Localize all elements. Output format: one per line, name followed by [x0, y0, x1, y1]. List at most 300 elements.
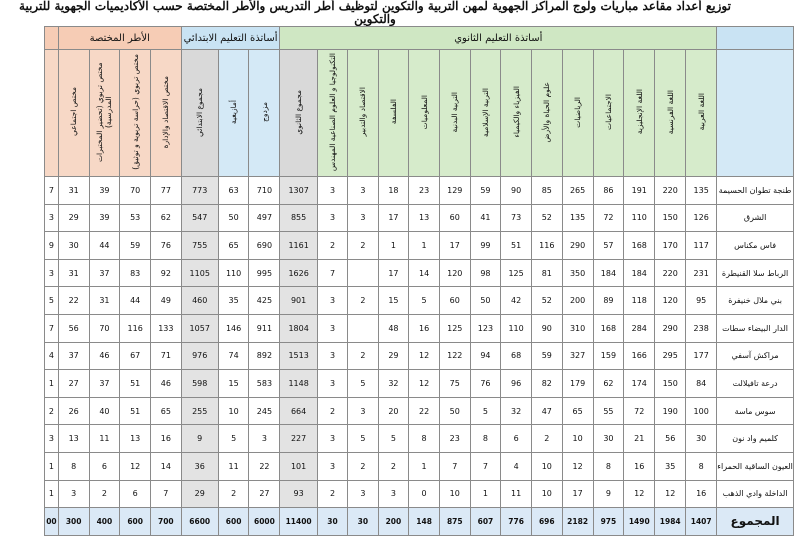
value-cell: 8 — [409, 425, 440, 453]
column-header — [58, 50, 89, 177]
value-cell: 13 — [409, 204, 440, 232]
value-cell: 892 — [249, 342, 280, 370]
value-cell: 400 — [89, 508, 120, 536]
value-cell: 73 — [501, 204, 532, 232]
value-cell: 460 — [181, 287, 218, 315]
value-cell: 81 — [531, 259, 562, 287]
value-cell: 126 — [686, 204, 717, 232]
value-cell: 116 — [531, 232, 562, 260]
value-cell: 65 — [218, 232, 249, 260]
value-cell: 46 — [151, 370, 182, 398]
value-cell: 690 — [249, 232, 280, 260]
value-cell: 50 — [439, 397, 470, 425]
value-cell: 1057 — [181, 314, 218, 342]
value-cell: 120 — [439, 259, 470, 287]
partial-cell: 1 — [45, 370, 59, 398]
value-cell: 47 — [531, 397, 562, 425]
value-cell: 22 — [58, 287, 89, 315]
value-cell: 776 — [501, 508, 532, 536]
value-cell: 20 — [378, 397, 409, 425]
value-cell: 55 — [593, 397, 624, 425]
value-cell: 3 — [58, 480, 89, 508]
partial-cell: 9 — [45, 232, 59, 260]
region-name-cell: طنجة تطوان الحسيمة — [717, 177, 794, 205]
value-cell: 41 — [470, 204, 501, 232]
column-header-label: التربية الإسلامية — [480, 87, 490, 137]
group-header-secondary: أساتذة التعليم الثانوي — [280, 27, 717, 50]
value-cell: 86 — [593, 177, 624, 205]
value-cell: 184 — [624, 259, 655, 287]
value-cell: 875 — [439, 508, 470, 536]
value-cell: 17 — [378, 259, 409, 287]
group-header-specialized: الأطر المختصة — [58, 27, 181, 50]
value-cell: 76 — [470, 370, 501, 398]
value-cell: 90 — [531, 314, 562, 342]
value-cell: 975 — [593, 508, 624, 536]
value-cell: 16 — [409, 314, 440, 342]
value-cell: 65 — [562, 397, 593, 425]
value-cell: 70 — [120, 177, 151, 205]
value-cell: 2 — [378, 452, 409, 480]
value-cell: 110 — [624, 204, 655, 232]
value-cell: 44 — [89, 232, 120, 260]
column-header — [409, 50, 440, 177]
table-row — [45, 397, 794, 425]
column-header-label: الفيزياء والكيمياء — [511, 86, 521, 138]
value-cell: 12 — [120, 452, 151, 480]
value-cell: 59 — [531, 342, 562, 370]
value-cell: 98 — [470, 259, 501, 287]
column-header — [624, 50, 655, 177]
value-cell: 1490 — [624, 508, 655, 536]
value-cell: 37 — [89, 370, 120, 398]
column-header — [655, 50, 686, 177]
value-cell: 664 — [280, 397, 317, 425]
value-cell: 9 — [181, 425, 218, 453]
column-header — [501, 50, 532, 177]
value-cell: 547 — [181, 204, 218, 232]
value-cell: 146 — [218, 314, 249, 342]
partial-cell: 3 — [45, 204, 59, 232]
value-cell: 2 — [348, 287, 378, 315]
value-cell: 85 — [531, 177, 562, 205]
value-cell: 5 — [348, 425, 378, 453]
value-cell: 3 — [317, 425, 347, 453]
value-cell: 1148 — [280, 370, 317, 398]
table-row — [45, 232, 794, 260]
value-cell: 220 — [655, 177, 686, 205]
value-cell: 255 — [181, 397, 218, 425]
value-cell: 10 — [218, 397, 249, 425]
column-header — [593, 50, 624, 177]
value-cell: 4 — [501, 452, 532, 480]
value-cell: 12 — [409, 370, 440, 398]
value-cell: 5 — [378, 425, 409, 453]
value-cell: 1 — [409, 232, 440, 260]
value-cell: 70 — [89, 314, 120, 342]
column-header-label: مختص تربوي (حراسة تربوية و توثيق) — [130, 54, 140, 170]
value-cell: 72 — [593, 204, 624, 232]
value-cell: 50 — [218, 204, 249, 232]
value-cell: 89 — [593, 287, 624, 315]
value-cell: 1307 — [280, 177, 317, 205]
value-cell: 135 — [686, 177, 717, 205]
value-cell: 8 — [593, 452, 624, 480]
value-cell: 1513 — [280, 342, 317, 370]
value-cell: 168 — [624, 232, 655, 260]
value-cell: 40 — [89, 397, 120, 425]
value-cell: 15 — [218, 370, 249, 398]
value-cell: 51 — [120, 397, 151, 425]
value-cell: 3 — [317, 370, 347, 398]
value-cell: 7 — [151, 480, 182, 508]
value-cell: 6 — [120, 480, 151, 508]
value-cell: 123 — [470, 314, 501, 342]
column-header-label: علوم الحياة والأرض — [542, 81, 552, 143]
value-cell: 8 — [58, 452, 89, 480]
value-cell: 290 — [655, 314, 686, 342]
value-cell: 27 — [249, 480, 280, 508]
region-name-cell: درعة تافيلالت — [717, 370, 794, 398]
value-cell: 600 — [218, 508, 249, 536]
value-cell: 17 — [439, 232, 470, 260]
value-cell: 31 — [58, 177, 89, 205]
value-cell: 50 — [470, 287, 501, 315]
value-cell: 93 — [280, 480, 317, 508]
value-cell: 48 — [378, 314, 409, 342]
value-cell: 84 — [686, 370, 717, 398]
value-cell: 1 — [378, 232, 409, 260]
value-cell: 2 — [348, 232, 378, 260]
table-row — [45, 370, 794, 398]
value-cell: 159 — [593, 342, 624, 370]
column-header-label: التكنولوجيا و العلوم الصناعية المهندس — [328, 52, 337, 172]
column-header-label: الاجتماعيات — [603, 94, 613, 130]
value-cell: 227 — [280, 425, 317, 453]
value-cell: 23 — [409, 177, 440, 205]
value-cell: 96 — [501, 370, 532, 398]
value-cell: 52 — [531, 287, 562, 315]
region-name-cell: بني ملال خنيفرة — [717, 287, 794, 315]
value-cell: 150 — [655, 204, 686, 232]
value-cell: 68 — [501, 342, 532, 370]
value-cell: 125 — [439, 314, 470, 342]
value-cell: 710 — [249, 177, 280, 205]
value-cell: 1 — [470, 480, 501, 508]
table-row — [45, 177, 794, 205]
value-cell: 179 — [562, 370, 593, 398]
value-cell: 901 — [280, 287, 317, 315]
table-row — [45, 314, 794, 342]
value-cell: 92 — [151, 259, 182, 287]
region-header — [717, 27, 794, 50]
partial-cell: 3 — [45, 259, 59, 287]
partial-cell: 7 — [45, 314, 59, 342]
value-cell: 2 — [317, 397, 347, 425]
value-cell: 16 — [151, 425, 182, 453]
value-cell: 39 — [89, 204, 120, 232]
partial-cell: 1 — [45, 480, 59, 508]
value-cell: 3 — [348, 177, 378, 205]
value-cell: 22 — [409, 397, 440, 425]
value-cell: 5 — [218, 425, 249, 453]
value-cell: 2 — [218, 480, 249, 508]
value-cell: 3 — [348, 397, 378, 425]
value-cell: 90 — [501, 177, 532, 205]
value-cell: 166 — [624, 342, 655, 370]
column-header-label: مختص تربوي (تحضير المختبرات المدرسية) — [95, 62, 114, 162]
value-cell: 42 — [501, 287, 532, 315]
table-row — [45, 480, 794, 508]
value-cell: 37 — [58, 342, 89, 370]
value-cell: 22 — [249, 452, 280, 480]
value-cell: 12 — [562, 452, 593, 480]
value-cell: 7 — [470, 452, 501, 480]
value-cell: 3 — [348, 204, 378, 232]
value-cell: 67 — [120, 342, 151, 370]
value-cell: 1 — [409, 452, 440, 480]
value-cell: 425 — [249, 287, 280, 315]
value-cell: 63 — [218, 177, 249, 205]
value-cell: 12 — [624, 480, 655, 508]
region-name-cell: العيون الساقية الحمراء — [717, 452, 794, 480]
column-header-region — [717, 50, 794, 177]
value-cell: 44 — [120, 287, 151, 315]
value-cell: 3 — [348, 480, 378, 508]
value-cell: 10 — [439, 480, 470, 508]
table-row — [45, 452, 794, 480]
table-row — [45, 204, 794, 232]
value-cell: 94 — [470, 342, 501, 370]
value-cell: 200 — [562, 287, 593, 315]
column-header — [686, 50, 717, 177]
value-cell: 7 — [439, 452, 470, 480]
value-cell: 13 — [120, 425, 151, 453]
value-cell: 56 — [655, 425, 686, 453]
value-cell: 1105 — [181, 259, 218, 287]
column-header-label: الفلسفة — [388, 99, 398, 125]
value-cell: 170 — [655, 232, 686, 260]
column-header-label: مجموع الابتدائي — [195, 87, 205, 137]
value-cell: 2 — [317, 232, 347, 260]
value-cell: 29 — [58, 204, 89, 232]
value-cell: 60 — [439, 204, 470, 232]
column-header — [470, 50, 501, 177]
value-cell: 75 — [439, 370, 470, 398]
value-cell: 6600 — [181, 508, 218, 536]
value-cell: 191 — [624, 177, 655, 205]
value-cell: 1407 — [686, 508, 717, 536]
value-cell: 120 — [655, 287, 686, 315]
partial-cell: 3 — [45, 425, 59, 453]
value-cell: 10 — [531, 480, 562, 508]
value-cell: 11 — [218, 452, 249, 480]
value-cell: 976 — [181, 342, 218, 370]
value-cell: 99 — [470, 232, 501, 260]
value-cell: 23 — [439, 425, 470, 453]
value-cell: 52 — [531, 204, 562, 232]
column-header — [280, 50, 317, 177]
value-cell: 125 — [501, 259, 532, 287]
region-name-cell: كلميم واد نون — [717, 425, 794, 453]
value-cell: 35 — [218, 287, 249, 315]
value-cell: 855 — [280, 204, 317, 232]
value-cell: 1161 — [280, 232, 317, 260]
value-cell: 190 — [655, 397, 686, 425]
value-cell: 5 — [348, 370, 378, 398]
column-header-label: الاقتصاد والتدبير — [358, 87, 368, 137]
value-cell: 18 — [378, 177, 409, 205]
value-cell: 238 — [686, 314, 717, 342]
partial-cell: 00 — [45, 508, 59, 536]
value-cell: 36 — [181, 452, 218, 480]
partial-cell: 7 — [45, 177, 59, 205]
region-name-cell: المجموع — [717, 508, 794, 536]
value-cell: 71 — [151, 342, 182, 370]
value-cell: 295 — [655, 342, 686, 370]
value-cell: 117 — [686, 232, 717, 260]
partial-cell: 1 — [45, 452, 59, 480]
value-cell: 110 — [218, 259, 249, 287]
value-cell: 11400 — [280, 508, 317, 536]
value-cell: 100 — [686, 397, 717, 425]
value-cell: 284 — [624, 314, 655, 342]
column-header-label: اللغة الإنجليزية — [634, 89, 644, 135]
column-header-label: مختص اجتماعي — [69, 87, 79, 137]
region-name-cell: سوس ماسة — [717, 397, 794, 425]
value-cell: 177 — [686, 342, 717, 370]
value-cell: 607 — [470, 508, 501, 536]
partial-cell: 5 — [45, 287, 59, 315]
value-cell: 51 — [501, 232, 532, 260]
value-cell: 6000 — [249, 508, 280, 536]
value-cell: 3 — [317, 314, 347, 342]
column-header — [151, 50, 182, 177]
value-cell: 290 — [562, 232, 593, 260]
value-cell: 8 — [470, 425, 501, 453]
value-cell: 37 — [89, 259, 120, 287]
value-cell: 82 — [531, 370, 562, 398]
value-cell: 773 — [181, 177, 218, 205]
group-header-primary: أساتذة التعليم الابتدائي — [181, 27, 280, 50]
value-cell: 168 — [593, 314, 624, 342]
value-cell: 135 — [562, 204, 593, 232]
value-cell: 2182 — [562, 508, 593, 536]
value-cell: 53 — [120, 204, 151, 232]
value-cell: 1626 — [280, 259, 317, 287]
region-name-cell: مراكش آسفي — [717, 342, 794, 370]
column-header-label: مختص الاقتصاد والإدارة — [161, 75, 171, 149]
value-cell: 184 — [593, 259, 624, 287]
value-cell: 700 — [151, 508, 182, 536]
value-cell: 995 — [249, 259, 280, 287]
value-cell: 150 — [655, 370, 686, 398]
value-cell: 77 — [151, 177, 182, 205]
value-cell: 2 — [348, 342, 378, 370]
value-cell: 2 — [89, 480, 120, 508]
value-cell: 29 — [378, 342, 409, 370]
value-cell: 32 — [378, 370, 409, 398]
value-cell: 5 — [409, 287, 440, 315]
value-cell: 30 — [58, 232, 89, 260]
value-cell: 5 — [470, 397, 501, 425]
partial-cell: 2 — [45, 397, 59, 425]
value-cell: 59 — [120, 232, 151, 260]
value-cell: 2 — [531, 425, 562, 453]
value-cell: 327 — [562, 342, 593, 370]
value-cell: 265 — [562, 177, 593, 205]
column-header-label: اللغة العربية — [696, 93, 706, 131]
value-cell: 245 — [249, 397, 280, 425]
value-cell: 35 — [655, 452, 686, 480]
column-header-label: الرياضيات — [573, 96, 583, 128]
value-cell: 497 — [249, 204, 280, 232]
column-header — [439, 50, 470, 177]
value-cell: 15 — [378, 287, 409, 315]
value-cell: 600 — [120, 508, 151, 536]
value-cell: 583 — [249, 370, 280, 398]
value-cell: 6 — [89, 452, 120, 480]
value-cell: 911 — [249, 314, 280, 342]
value-cell: 27 — [58, 370, 89, 398]
column-header — [120, 50, 151, 177]
value-cell: 74 — [218, 342, 249, 370]
column-header-label: مزدوج — [259, 102, 269, 122]
group-header-partial — [45, 27, 59, 50]
value-cell: 30 — [317, 508, 347, 536]
table-row — [45, 425, 794, 453]
value-cell: 350 — [562, 259, 593, 287]
value-cell: 6 — [501, 425, 532, 453]
value-cell: 7 — [317, 259, 347, 287]
value-cell: 200 — [378, 508, 409, 536]
value-cell: 3 — [249, 425, 280, 453]
column-header — [562, 50, 593, 177]
value-cell — [348, 259, 378, 287]
value-cell: 65 — [151, 397, 182, 425]
value-cell: 14 — [409, 259, 440, 287]
value-cell: 122 — [439, 342, 470, 370]
value-cell: 39 — [89, 177, 120, 205]
value-cell: 2 — [317, 480, 347, 508]
value-cell: 51 — [120, 370, 151, 398]
value-cell: 11 — [501, 480, 532, 508]
value-cell: 14 — [151, 452, 182, 480]
column-header — [181, 50, 218, 177]
partial-cell: 4 — [45, 342, 59, 370]
value-cell: 148 — [409, 508, 440, 536]
column-header — [89, 50, 120, 177]
value-cell: 300 — [58, 508, 89, 536]
column-header-label: مجموع الثانوي — [294, 89, 304, 135]
column-header-label: المعلوميات — [419, 94, 429, 130]
value-cell: 17 — [378, 204, 409, 232]
value-cell: 110 — [501, 314, 532, 342]
value-cell: 9 — [593, 480, 624, 508]
column-header — [249, 50, 280, 177]
value-cell: 49 — [151, 287, 182, 315]
value-cell: 1984 — [655, 508, 686, 536]
column-header — [348, 50, 378, 177]
value-cell: 13 — [58, 425, 89, 453]
value-cell: 57 — [593, 232, 624, 260]
total-row — [45, 508, 794, 536]
region-name-cell: الشرق — [717, 204, 794, 232]
value-cell: 696 — [531, 508, 562, 536]
value-cell: 72 — [624, 397, 655, 425]
value-cell: 10 — [531, 452, 562, 480]
value-cell: 83 — [120, 259, 151, 287]
